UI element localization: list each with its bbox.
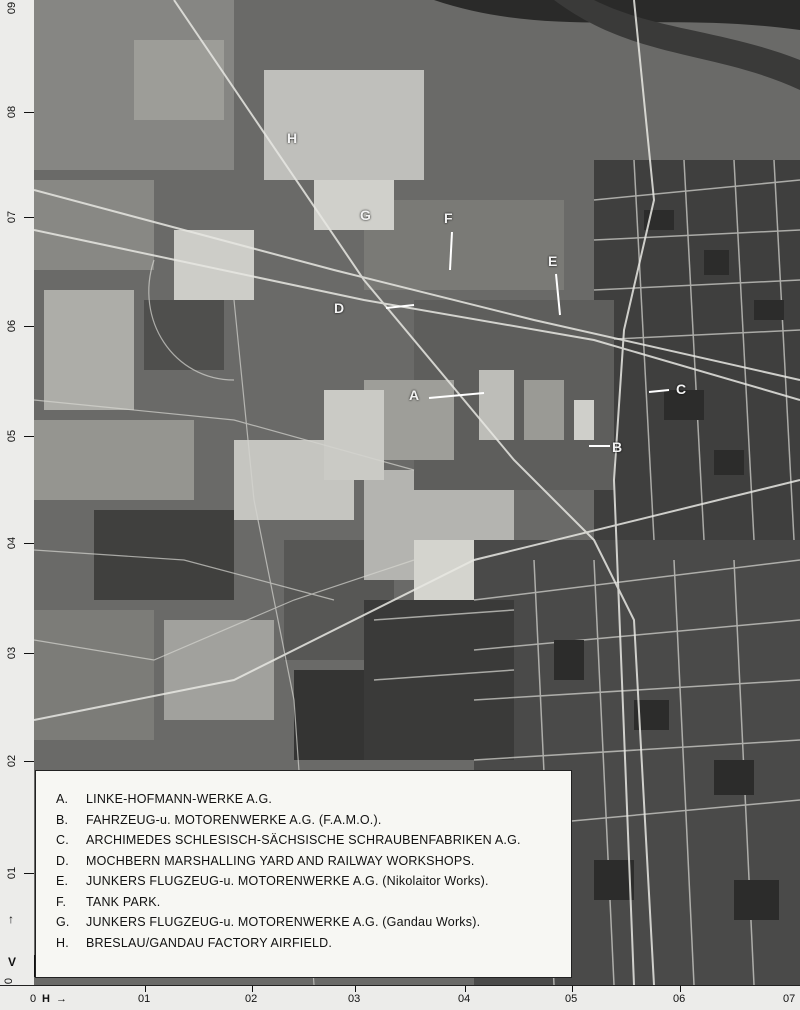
map-label-a: A [409, 387, 420, 403]
y-tick-mark [24, 653, 34, 654]
y-grid-label: 05 [6, 429, 19, 443]
map-label-c: C [676, 381, 687, 397]
legend-key: F. [56, 894, 67, 909]
x-grid-label: 03 [348, 993, 361, 1005]
y-grid-label: 0 [3, 977, 16, 985]
map-label-f: F [444, 210, 453, 226]
axis-letter-v: V [8, 955, 17, 969]
x-tick-mark [680, 986, 681, 992]
map-label-d: D [334, 300, 345, 316]
legend-text: JUNKERS FLUGZEUG-u. MOTORENWERKE A.G. (Gandau Works). [86, 915, 481, 929]
up-arrow-icon: ↑ [8, 912, 14, 926]
x-tick-mark [572, 986, 573, 992]
x-grid-label: 07 [783, 993, 796, 1005]
legend-item-b [56, 810, 571, 831]
y-grid-label: 06 [6, 319, 19, 333]
y-tick-mark [24, 436, 34, 437]
y-grid-label: 09 [6, 1, 19, 15]
legend-item-d [56, 851, 571, 872]
legend-text: BRESLAU/GANDAU FACTORY AIRFIELD. [86, 935, 333, 950]
legend-text: FAHRZEUG-u. MOTORENWERKE A.G. (F.A.M.O.). [86, 812, 382, 827]
y-grid-label: 08 [6, 105, 19, 119]
legend-item-f [56, 892, 571, 913]
y-grid-label: 02 [6, 754, 19, 768]
legend-text: JUNKERS FLUGZEUG-u. MOTORENWERKE A.G. (Nikolaitor Works). [86, 874, 489, 888]
legend-key: H. [56, 935, 69, 950]
legend-text: TANK PARK. [86, 894, 161, 909]
y-tick-mark [24, 761, 34, 762]
right-arrow-icon: → [56, 993, 67, 1005]
y-tick-mark [24, 112, 34, 113]
x-grid-label: 02 [245, 993, 258, 1005]
legend-text: MOCHBERN MARSHALLING YARD AND RAILWAY WORKSHOPS. [86, 853, 475, 868]
y-grid-label: 07 [6, 210, 19, 224]
map-label-g: G [360, 207, 371, 223]
legend-item-c [56, 830, 571, 851]
x-grid-label: 06 [673, 993, 686, 1005]
x-grid-label: 01 [138, 993, 151, 1005]
legend-item-e [56, 871, 571, 892]
map-label-h: H [287, 130, 298, 146]
x-tick-mark [355, 986, 356, 992]
legend-key: C. [56, 833, 69, 847]
legend-key: B. [56, 812, 69, 827]
y-grid-label: 01 [6, 866, 19, 880]
y-tick-mark [24, 873, 34, 874]
y-grid-label: 04 [6, 536, 19, 550]
legend-key: D. [56, 853, 69, 868]
y-grid-label: 03 [6, 646, 19, 660]
legend-item-a [56, 789, 571, 810]
y-tick-mark [24, 326, 34, 327]
legend-key: E. [56, 874, 69, 888]
left-grid-frame [0, 0, 35, 985]
x-grid-label: 05 [565, 993, 578, 1005]
y-tick-mark [24, 543, 34, 544]
legend-key: A. [56, 792, 69, 806]
x-grid-label: 0 [30, 993, 37, 1005]
x-grid-label: 04 [458, 993, 471, 1005]
map-label-b: B [612, 439, 623, 455]
x-tick-mark [465, 986, 466, 992]
legend-text: LINKE-HOFMANN-WERKE A.G. [86, 792, 273, 806]
legend-key: G. [56, 915, 70, 929]
legend-item-g [56, 912, 571, 933]
y-tick-mark [24, 217, 34, 218]
map-legend [35, 770, 572, 978]
legend-item-h [56, 933, 571, 954]
legend-text: ARCHIMEDES SCHLESISCH-SÄCHSISCHE SCHRAUBENFABRIKEN A.G. [86, 833, 521, 847]
map-label-e: E [548, 253, 558, 269]
axis-letter-h: H [42, 993, 50, 1005]
x-tick-mark [252, 986, 253, 992]
x-tick-mark [145, 986, 146, 992]
